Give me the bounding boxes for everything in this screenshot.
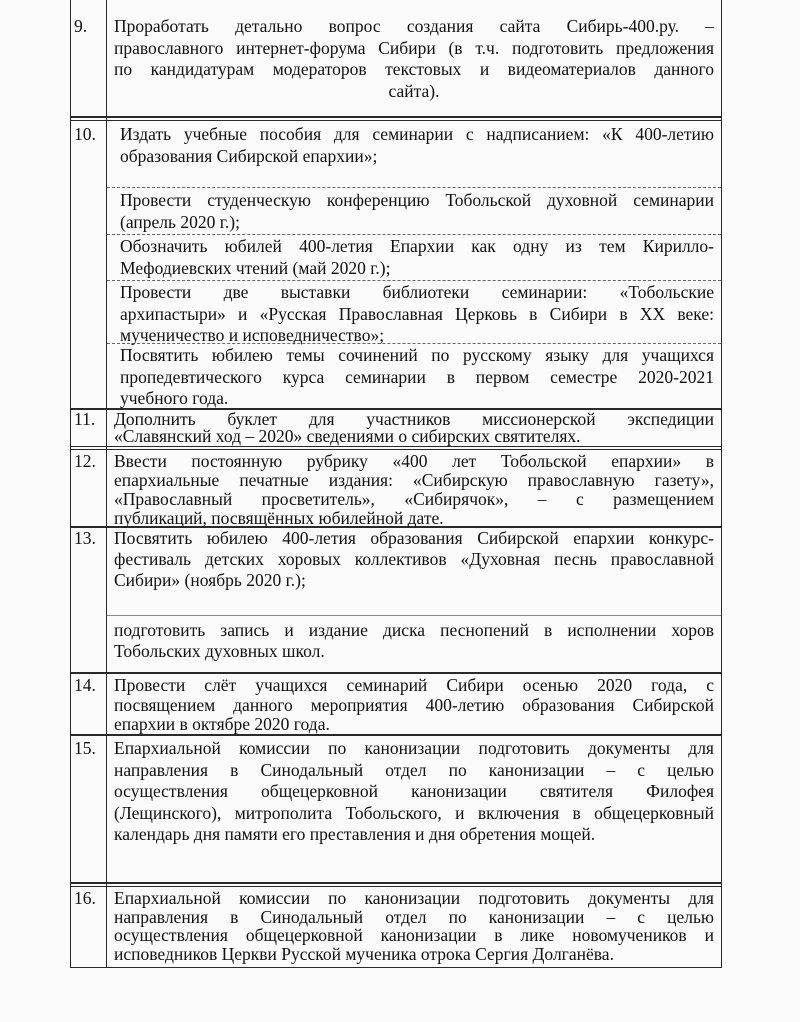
item-divider <box>107 615 721 616</box>
row-text-line: подготовить запись и издание диска песнопений в исполнении хоров <box>114 620 714 640</box>
table-left-border <box>70 0 71 968</box>
row-text-line: направления в Синодальный отдел по канонизации – с целью <box>114 906 714 927</box>
row-text-line: календарь дня памяти его преставления и дня обретения мощей. <box>114 824 596 844</box>
row-number: 12. <box>74 451 96 471</box>
row-text-line: Проработать детально вопрос создания сайта Сибирь-400.ру. – <box>114 16 714 36</box>
table-column-divider <box>106 0 107 968</box>
item-divider <box>107 280 721 281</box>
row-text-line: Посвятить юбилею 400-летия образования Сибирской епархии конкурс- <box>114 528 714 548</box>
item-divider <box>107 234 721 235</box>
row-text-line: (Лещинского), митрополита Тобольского, и включения в общецерковный <box>114 802 714 823</box>
row-text-line: посвящением данного мероприятия 400-летию образования Сибирской <box>114 694 714 715</box>
table-right-border <box>721 0 722 968</box>
row-number: 15. <box>74 738 96 758</box>
row-text-line: Епархиальной комиссии по канонизации подготовить документы для <box>114 738 714 758</box>
row-text-line: по кандидатурам модераторов текстовых и видеоматериалов данного <box>114 59 714 79</box>
row-separator <box>70 886 722 887</box>
row-text-line: направления в Синодальный отдел по канонизации – с целью <box>114 759 714 780</box>
row-text-line: мученичество и исповедничество»; <box>120 325 385 345</box>
row-number: 16. <box>74 888 96 908</box>
row-text-line: осуществления общецерковной канонизации святителя Филофея <box>114 781 714 801</box>
row-text-line: Мефодиевских чтений (май 2020 г.); <box>120 257 391 278</box>
row-separator <box>70 882 722 884</box>
row-separator <box>70 672 722 674</box>
row-text-line: «Славянский ход – 2020» сведениями о сибирских святителях. <box>114 426 581 446</box>
row-text-line: Провести студенческую конференцию Тобольской духовной семинарии <box>120 190 714 210</box>
row-text-line: образования Сибирской епархии»; <box>120 145 378 166</box>
row-text-line: (апрель 2020 г.); <box>120 211 240 232</box>
row-text-line: публикаций, посвящённых юбилейной дате. <box>114 508 444 528</box>
row-text-line: Обозначить юбилей 400-летия Епархии как одну из тем Кирилло- <box>120 236 714 256</box>
row-text-line: Издать учебные пособия для семинарии с надписанием: «К 400-летию <box>120 124 714 144</box>
row-text-line: епархиальные печатные издания: «Сибирскую православную газету», <box>114 470 714 490</box>
row-number: 14. <box>74 675 96 695</box>
row-text-line: пропедевтического курса семинарии в первом семестре 2020-2021 <box>120 366 714 387</box>
row-number: 9. <box>74 16 88 36</box>
row-text-line: епархии в октябре 2020 года. <box>114 714 330 734</box>
row-text-line: исповедников Церкви Русской мученика отрока Сергия Долганёва. <box>114 943 614 964</box>
row-text-line: «Православный просветитель», «Сибирячок», – с размещением <box>114 489 714 509</box>
row-text-line: архипастыри» и «Русская Православная Церковь в Сибири в XX веке: <box>120 303 714 324</box>
row-text-line: учебного года. <box>120 388 229 408</box>
row-number: 10. <box>74 124 96 144</box>
row-text-line: Провести две выставки библиотеки семинарии: «Тобольские <box>120 282 714 302</box>
row-text-line: Посвятить юбилею темы сочинений по русскому языку для учащихся <box>120 345 714 365</box>
item-divider <box>107 187 721 188</box>
row-text-line: осуществления общецерковной канонизации в лике новомучеников и <box>114 925 714 945</box>
row-text-line: Епархиальной комиссии по канонизации подготовить документы для <box>114 888 714 908</box>
row-text-line: православного интернет-форума Сибири (в т.ч. подготовить предложения <box>114 37 714 58</box>
row-text-line: Тобольских духовных школ. <box>114 641 325 661</box>
row-text-line: сайта). <box>388 80 440 101</box>
row-text-line: Дополнить буклет для участников миссионерской экспедиции <box>114 409 714 429</box>
row-number: 11. <box>74 409 96 429</box>
row-separator <box>70 120 722 121</box>
row-text-line: Провести слёт учащихся семинарий Сибири осенью 2020 года, с <box>114 675 714 695</box>
row-text-line: Ввести постоянную рубрику «400 лет Тобольской епархии» в <box>114 451 714 471</box>
row-text-line: Сибири» (ноябрь 2020 г.); <box>114 570 306 590</box>
row-number: 13. <box>74 528 96 548</box>
row-text-line: фестиваль детских хоровых коллективов «Духовная песнь православной <box>114 549 714 569</box>
row-separator <box>70 116 722 118</box>
